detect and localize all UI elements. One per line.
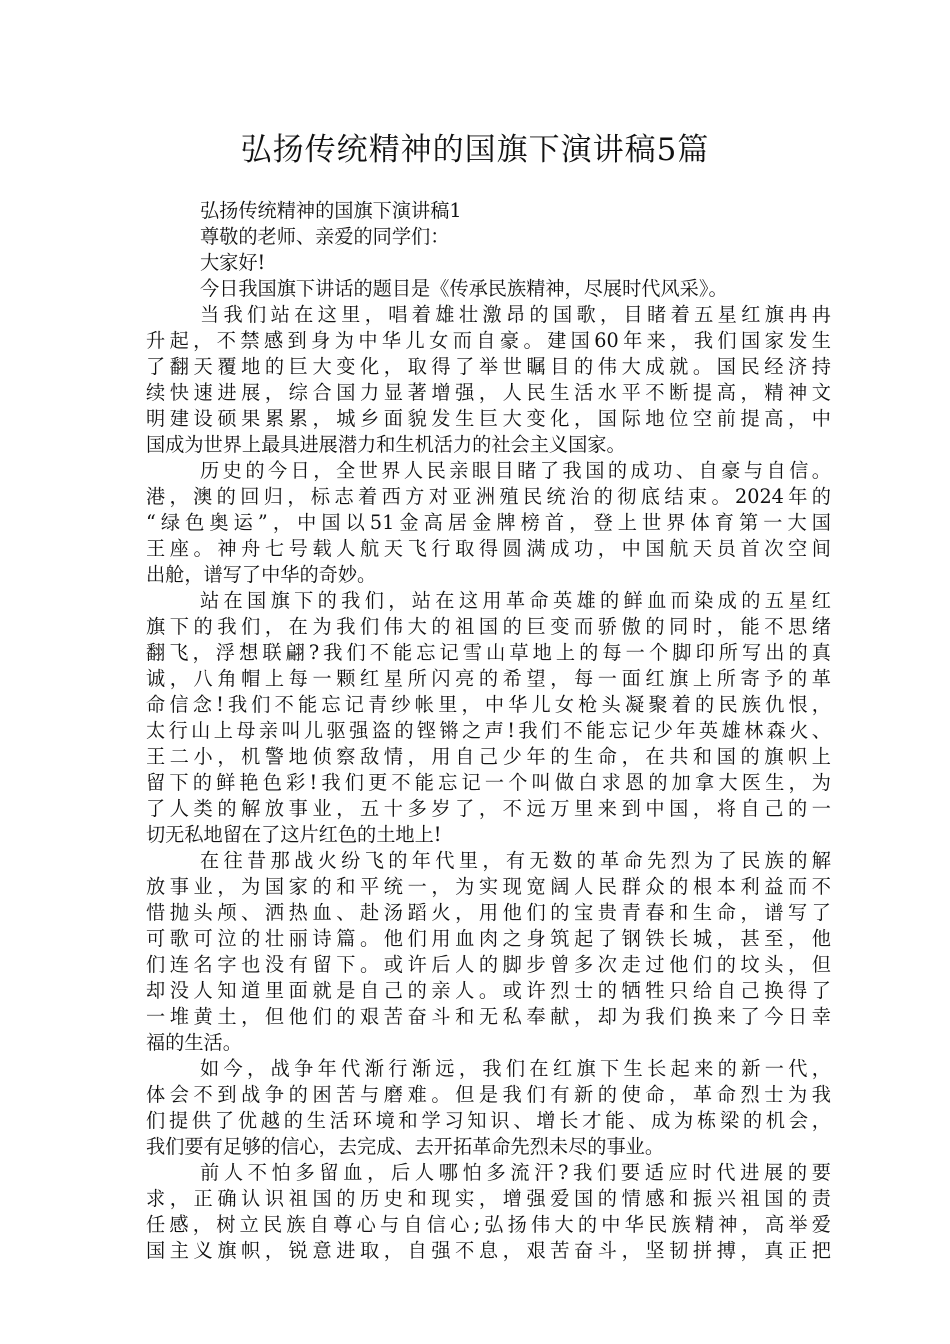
paragraph-line: 港，澳的回归，标志着西方对亚洲殖民统治的彻底结束。2024年的 — [146, 485, 831, 508]
paragraph-line: 明建设硕果累累，城乡面貌发生巨大变化，国际地位空前提高，中 — [146, 407, 831, 430]
paragraph-line: 诚，八角帽上每一颗红星所闪亮的希望，每一面红旗上所寄予的革 — [146, 667, 831, 690]
salutation: 尊敬的老师、亲爱的同学们： — [200, 225, 450, 248]
paragraph-line: 求，正确认识祖国的历史和现实，增强爱国的情感和振兴祖国的责 — [146, 1187, 831, 1210]
paragraph-line: 出舱，谱写了中华的奇妙。 — [146, 563, 377, 586]
paragraph-line: 们提供了优越的生活环境和学习知识、增长才能、成为栋梁的机会， — [146, 1109, 831, 1132]
paragraph-line: 太行山上母亲叫儿驱强盗的铿锵之声!我们不能忘记少年英雄林森火、 — [146, 719, 831, 742]
paragraph-line: 国成为世界上最具进展潜力和生机活力的社会主义国家。 — [146, 433, 626, 456]
paragraph-line: 切无私地留在了这片红色的土地上! — [146, 823, 442, 846]
paragraph-line: 放事业，为国家的和平统一，为实现宽阔人民群众的根本利益而不 — [146, 875, 831, 898]
paragraph-line: 在往昔那战火纷飞的年代里，有无数的革命先烈为了民族的解 — [200, 849, 831, 872]
paragraph-line: 一堆黄土，但他们的艰苦奋斗和无私奉献，却为我们换来了今日幸 — [146, 1005, 831, 1028]
paragraph-line: 王座。神舟七号载人航天飞行取得圆满成功，中国航天员首次空间 — [146, 537, 831, 560]
paragraph-line: 却没人知道里面就是自己的亲人。或许烈士的牺牲只给自己换得了 — [146, 979, 831, 1002]
paragraph-line: “绿色奥运”，中国以51金高居金牌榜首，登上世界体育第一大国 — [146, 511, 831, 534]
paragraph-line: 惜抛头颅、洒热血、赴汤蹈火，用他们的宝贵青春和生命，谱写了 — [146, 901, 831, 924]
paragraph-line: 前人不怕多留血，后人哪怕多流汗?我们要适应时代进展的要 — [200, 1161, 831, 1184]
document-body — [146, 198, 831, 1264]
paragraph-line: 们连名字也没有留下。或许后人的脚步曾多次走过他们的坟头，但 — [146, 953, 831, 976]
paragraph-line: 可歌可泣的壮丽诗篇。他们用血肉之身筑起了钢铁长城，甚至，他 — [146, 927, 831, 950]
paragraph-line: 国主义旗帜，锐意进取，自强不息，艰苦奋斗，坚韧拼搏，真正把 — [146, 1239, 831, 1262]
topic-line: 今日我国旗下讲话的题目是《传承民族精神，尽展时代风采》。 — [200, 277, 728, 300]
document-title: 弘扬传统精神的国旗下演讲稿5篇 — [240, 132, 710, 168]
greeting: 大家好! — [200, 251, 266, 274]
paragraph-line: 留下的鲜艳色彩!我们更不能忘记一个叫做白求恩的加拿大医生，为 — [146, 771, 831, 794]
paragraph-line: 体会不到战争的困苦与磨难。但是我们有新的使命，革命烈士为我 — [146, 1083, 831, 1106]
paragraph-line: 王二小，机警地侦察敌情，用自己少年的生命，在共和国的旗帜上 — [146, 745, 831, 768]
paragraph-line: 我们要有足够的信心，去完成、去开拓革命先烈未尽的事业。 — [146, 1135, 665, 1158]
paragraph-line: 福的生活。 — [146, 1031, 242, 1054]
paragraph-line: 升起，不禁感到身为中华儿女而自豪。建国60年来，我们国家发生 — [146, 329, 831, 352]
paragraph-line: 了人类的解放事业，五十多岁了，不远万里来到中国，将自己的一 — [146, 797, 831, 820]
paragraph-line: 任感，树立民族自尊心与自信心;弘扬伟大的中华民族精神，高举爱 — [146, 1213, 831, 1236]
paragraph-line: 如今，战争年代渐行渐远，我们在红旗下生长起来的新一代， — [200, 1057, 831, 1080]
paragraph-line: 续快速进展，综合国力显著增强，人民生活水平不断提高，精神文 — [146, 381, 831, 404]
paragraph-line: 命信念!我们不能忘记青纱帐里，中华儿女枪头凝聚着的民族仇恨， — [146, 693, 831, 716]
paragraph-line: 历史的今日，全世界人民亲眼目睹了我国的成功、自豪与自信。 — [200, 459, 831, 482]
paragraph-line: 翻飞，浮想联翩?我们不能忘记雪山草地上的每一个脚印所写出的真 — [146, 641, 831, 664]
paragraph-line: 站在国旗下的我们，站在这用革命英雄的鲜血而染成的五星红 — [200, 589, 831, 612]
paragraph-line: 了翻天覆地的巨大变化，取得了举世瞩目的伟大成就。国民经济持 — [146, 355, 831, 378]
paragraph-line: 旗下的我们，在为我们伟大的祖国的巨变而骄傲的同时，能不思绪 — [146, 615, 831, 638]
paragraph-line: 当我们站在这里，唱着雄壮激昂的国歌，目睹着五星红旗冉冉 — [200, 303, 831, 326]
speech-heading: 弘扬传统精神的国旗下演讲稿1 — [200, 199, 462, 222]
